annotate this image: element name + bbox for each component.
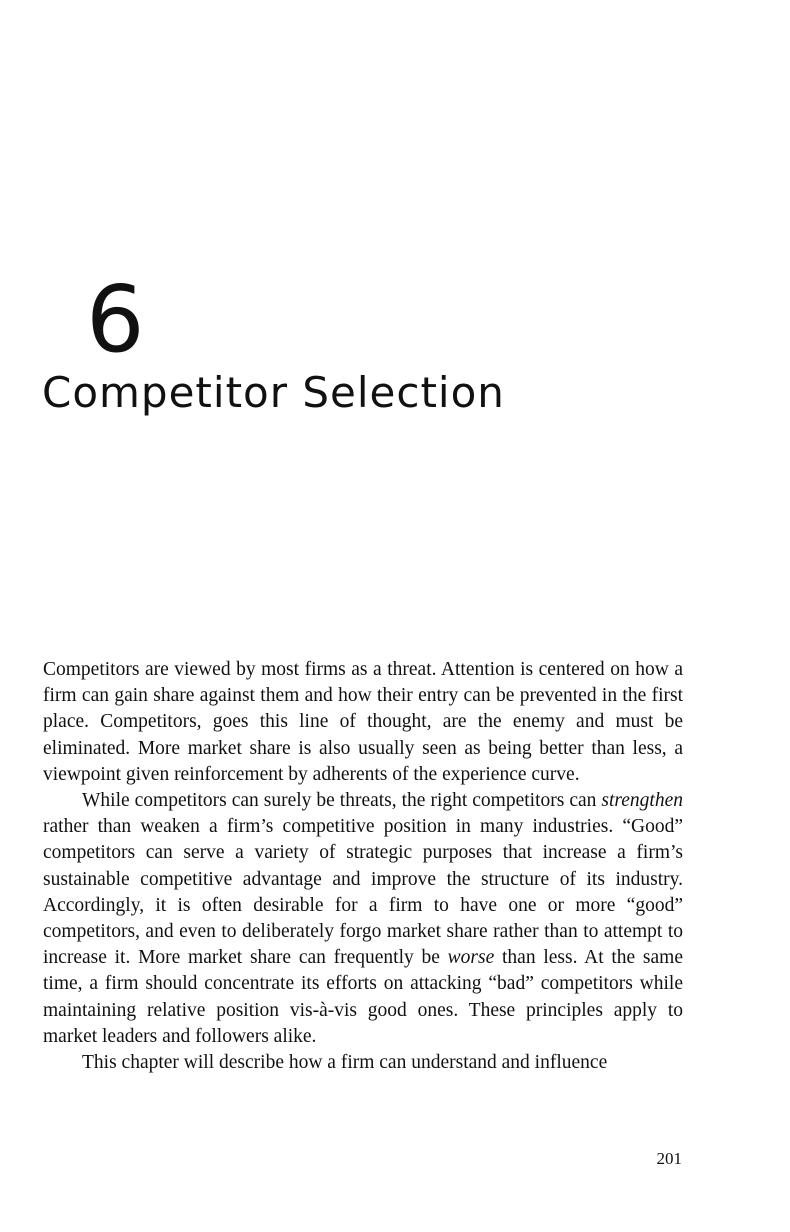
paragraph-2-part-b: rather than weaken a firm’s competitive position in many industries. “Good” competitors can serve a variety of strategic purposes that increase a firm’s sustainable competitive advantage and improve the structure of its industry. Accordingly, it is often desirable for a firm to have one or more “good” competitors, and even to deliberately forgo market share rather than to attempt to increase it. More market share can frequently be xyxy=(43,816,683,969)
paragraph-3: This chapter will describe how a firm can understand and influence xyxy=(82,1052,608,1074)
chapter-body xyxy=(43,657,683,1076)
chapter-title: Competitor Selection xyxy=(42,368,505,417)
paragraph-1: Competitors are viewed by most firms as a threat. Attention is centered on how a firm can gain share against them and how their entry can be prevented in the first place. Competitors, goes this line of thought, are the enemy and must be eliminated. More market share is also usually seen as being better than less, a viewpoint given reinforcement by adherents of the experience curve. xyxy=(43,659,683,785)
paragraph-2-part-a: While competitors can surely be threats, the right competitors can xyxy=(82,790,602,812)
emphasis-worse: worse xyxy=(447,947,495,969)
emphasis-strengthen: strengthen xyxy=(601,790,683,812)
paragraph-2 xyxy=(43,788,683,1050)
chapter-number: 6 xyxy=(86,266,145,373)
paragraph-2-part-c: than less. At the same time, a firm should concentrate its efforts on attacking “bad” competitors while maintaining relative position vis-à-vis good ones. These principles apply to market leaders and followers alike. xyxy=(43,947,684,1047)
page-number: 201 xyxy=(656,1149,682,1168)
